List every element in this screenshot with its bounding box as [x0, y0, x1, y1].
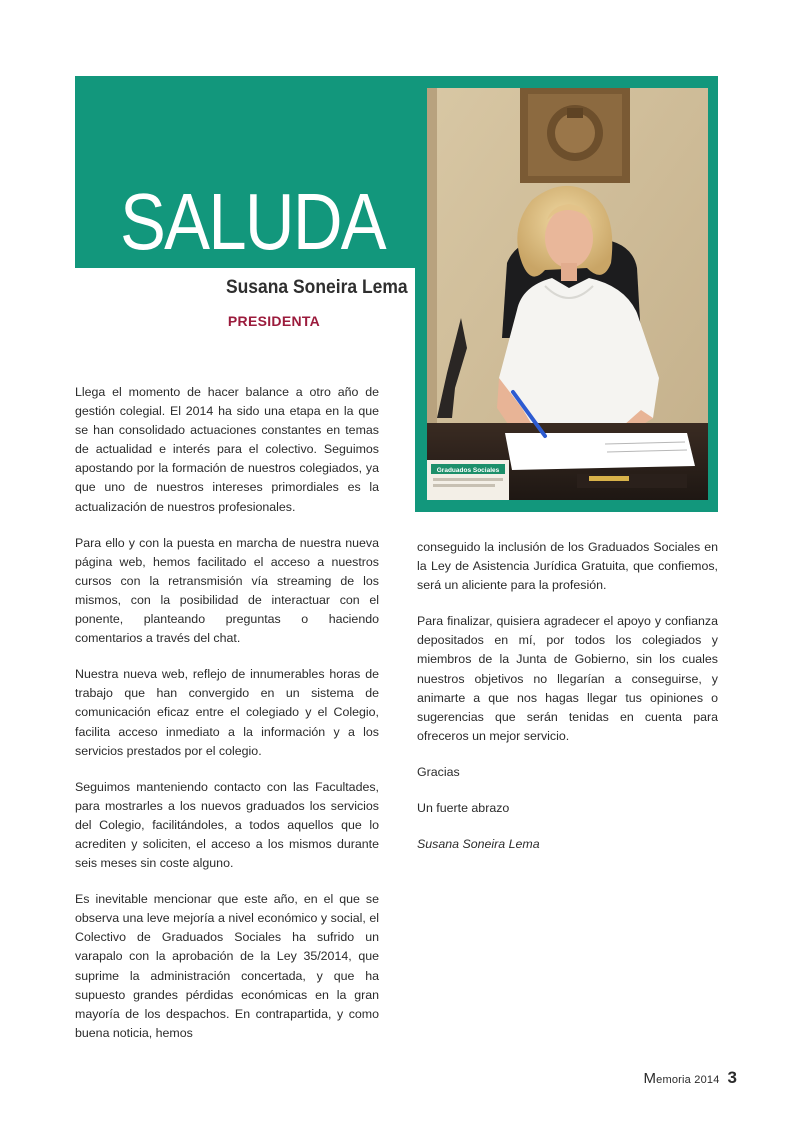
body-column-right — [417, 538, 718, 871]
publication-initial: M — [643, 1070, 657, 1087]
paragraph: Nuestra nueva web, reflejo de innumerables horas de trabajo que han convergido en un sistema de comunicación eficaz entre el colegiado y el Colegio, facilita acceso inmediato a la información y a los servicios prestados por el colegio. — [75, 667, 379, 758]
page-footer — [643, 1068, 737, 1088]
author-name: Susana Soneira Lema — [225, 277, 408, 298]
closing-thanks: Gracias — [417, 764, 460, 779]
portrait-illustration — [427, 88, 708, 500]
portrait-photo — [427, 88, 708, 500]
paragraph: Es inevitable mencionar que este año, en el que se observa una leve mejoría a nivel económico y social, el Colectivo de Graduados Sociales ha sufrido un varapalo con la aprobación de la Ley 35/2014, que suprime la administración concertada, y que ha supuesto grandes pérdidas económicas en la gran mayoría de los despachos. En contrapartida, y como buena noticia, hemos — [75, 892, 379, 1040]
page-number: 3 — [727, 1068, 737, 1087]
paragraph: Para finalizar, quisiera agradecer el apoyo y confianza depositados en mí, por todos los colegiados y miembros de la Junta de Gobierno, sin los cuales nuestros objetivos no llegarían a conseguirse, y animarte a que nos hagas llegar tus opiniones o sugerencias que serán tenidas en cuenta para ofreceros un mejor servicio. — [417, 614, 718, 743]
closing-farewell: Un fuerte abrazo — [417, 801, 510, 816]
publication-name-rest: emoria 2014 — [656, 1074, 720, 1086]
page-title: SALUDA — [120, 177, 385, 266]
body-column-left — [75, 383, 379, 1060]
author-role: PRESIDENTA — [227, 313, 321, 329]
publication-name — [643, 1070, 720, 1087]
paragraph: conseguido la inclusión de los Graduados Sociales en la Ley de Asistencia Jurídica Gratuita, que confiemos, será un aliciente para la profesión. — [417, 540, 718, 593]
paragraph: Llega el momento de hacer balance a otro año de gestión colegial. El 2014 ha sido una etapa en la que se han consolidado actuaciones constantes en temas de actualidad e interés para el colectivo. Seguimos apostando por la formación de nuestros colegiados, ya que uno de nuestros intereses primordiales es la actualización de nuestros profesionales. — [75, 385, 379, 514]
paragraph: Seguimos manteniendo contacto con las Facultades, para mostrarles a los nuevos graduados los servicios del Colegio, facilitándoles, a todos aquellos que lo acrediten y soliciten, el acceso a los mismos durante seis meses sin coste alguno. — [75, 779, 379, 871]
paragraph: Para ello y con la puesta en marcha de nuestra nueva página web, hemos facilitado el acceso a nuestros cursos con la retransmisión vía streaming de los mismos, con la posibilidad de interactuar con el ponente, planteando preguntas o haciendo comentarios a través del chat. — [75, 535, 379, 646]
photo-sign-text: Graduados Sociales — [436, 467, 500, 474]
portrait-photo-frame — [415, 76, 718, 512]
signature: Susana Soneira Lema — [417, 837, 540, 852]
